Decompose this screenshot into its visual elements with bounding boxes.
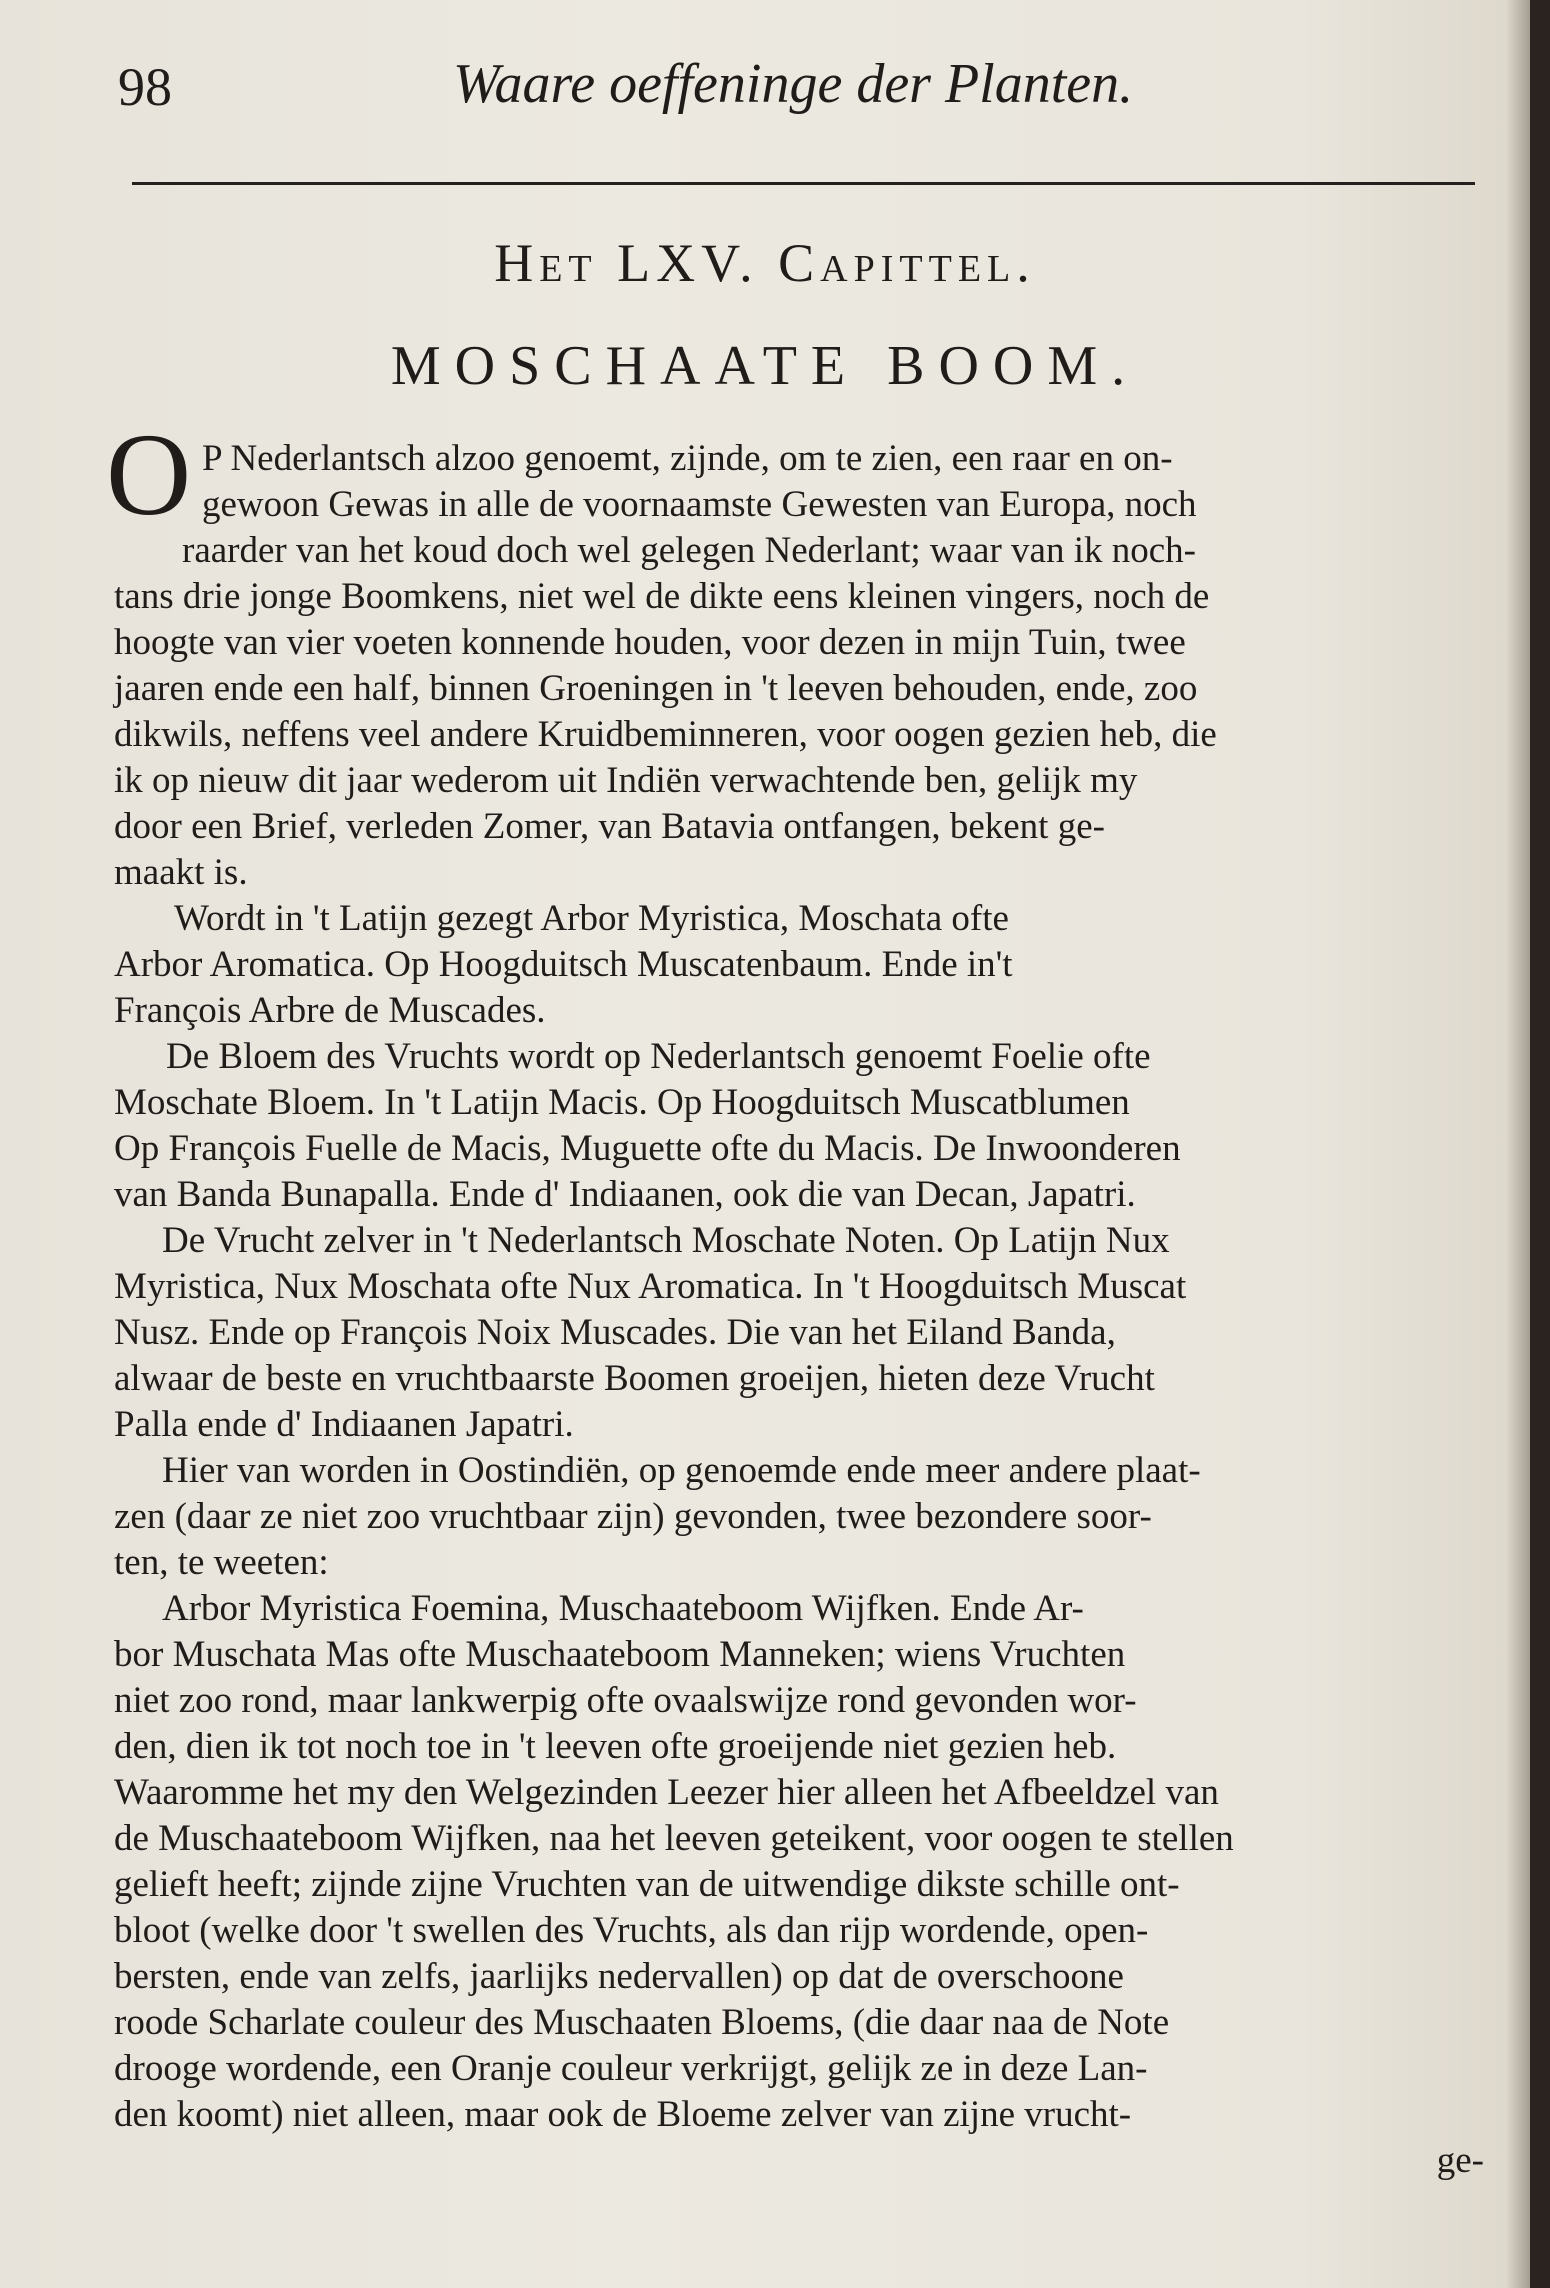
- text-line: roode Scharlate couleur des Muschaaten Bloems, (die daar naa de Note: [114, 2002, 1170, 2043]
- text-line: raarder van het koud doch wel gelegen Nederlant; waar van ik noch-: [182, 530, 1196, 571]
- text-line: gelieft heeft; zijnde zijne Vruchten van de uitwendige dikste schille ont-: [114, 1864, 1180, 1905]
- text-line: hoogte van vier voeten konnende houden, voor dezen in mijn Tuin, twee: [114, 622, 1186, 663]
- header-rule: [132, 182, 1475, 185]
- text-line: Arbor Myristica Foemina, Muschaateboom Wijfken. Ende Ar-: [162, 1588, 1084, 1629]
- text-line: Arbor Aromatica. Op Hoogduitsch Muscatenbaum. Ende in't: [114, 944, 1013, 985]
- text-line: Hier van worden in Oostindiën, op genoemde ende meer andere plaat-: [162, 1450, 1201, 1491]
- page-number: 98: [118, 57, 172, 117]
- text-line: de Muschaateboom Wijfken, naa het leeven geteikent, voor oogen te stellen: [114, 1818, 1234, 1859]
- text-line: niet zoo rond, maar lankwerpig ofte ovaalswijze rond gevonden wor-: [114, 1680, 1137, 1721]
- text-line: bor Muschata Mas ofte Muschaateboom Manneken; wiens Vruchten: [114, 1634, 1126, 1675]
- text-line: Nusz. Ende op François Noix Muscades. Die van het Eiland Banda,: [114, 1312, 1116, 1353]
- text-line: ten, te weeten:: [114, 1542, 329, 1583]
- page-header: [118, 52, 1458, 122]
- text-line: den koomt) niet alleen, maar ook de Bloeme zelver van zijne vrucht-: [114, 2094, 1132, 2135]
- text-line: Waaromme het my den Welgezinden Leezer hier alleen het Afbeeldzel van: [114, 1772, 1219, 1813]
- text-line: Wordt in 't Latijn gezegt Arbor Myristica, Moschata ofte: [174, 898, 1009, 939]
- catchword: ge-: [1436, 2140, 1484, 2181]
- text-line: Op François Fuelle de Macis, Muguette ofte du Macis. De Inwoonderen: [114, 1128, 1181, 1169]
- text-line: De Bloem des Vruchts wordt op Nederlantsch genoemt Foelie ofte: [166, 1036, 1151, 1077]
- text-line: drooge wordende, een Oranje couleur verkrijgt, gelijk ze in deze Lan-: [114, 2048, 1148, 2089]
- chapter-heading: Het LXV. Capittel.: [494, 233, 1036, 293]
- body-text: [114, 436, 1484, 2184]
- drop-cap: O: [106, 409, 192, 540]
- text-line: bloot (welke door 't swellen des Vruchts, als dan rijp wordende, open-: [114, 1910, 1149, 1951]
- text-line: bersten, ende van zelfs, jaarlijks nedervallen) op dat de overschoone: [114, 1956, 1124, 1997]
- running-title: Waare oeffeninge der Planten.: [453, 53, 1134, 115]
- section-title: MOSCHAATE BOOM.: [390, 335, 1140, 397]
- text-line: Moschate Bloem. In 't Latijn Macis. Op Hoogduitsch Muscatblumen: [114, 1082, 1130, 1123]
- text-line: Palla ende d' Indiaanen Japatri.: [114, 1404, 574, 1445]
- text-line: van Banda Bunapalla. Ende d' Indiaanen, ook die van Decan, Japatri.: [114, 1174, 1136, 1215]
- text-line: tans drie jonge Boomkens, niet wel de dikte eens kleinen vingers, noch de: [114, 576, 1210, 617]
- text-line: den, dien ik tot noch toe in 't leeven ofte groeijende niet gezien heb.: [114, 1726, 1117, 1767]
- text-line: alwaar de beste en vruchtbaarste Boomen groeijen, hieten deze Vrucht: [114, 1358, 1155, 1399]
- text-line: P Nederlantsch alzoo genoemt, zijnde, om te zien, een raar en on-: [202, 438, 1173, 479]
- text-line: ik op nieuw dit jaar wederom uit Indiën verwachtende ben, gelijk my: [114, 760, 1138, 801]
- text-line: gewoon Gewas in alle de voornaamste Gewesten van Europa, noch: [202, 484, 1197, 525]
- text-line: François Arbre de Muscades.: [114, 990, 546, 1031]
- text-line: maakt is.: [114, 852, 248, 893]
- text-line: Myristica, Nux Moschata ofte Nux Aromatica. In 't Hoogduitsch Muscat: [114, 1266, 1187, 1307]
- text-line: zen (daar ze niet zoo vruchtbaar zijn) gevonden, twee bezondere soor-: [114, 1496, 1152, 1537]
- text-line: De Vrucht zelver in 't Nederlantsch Moschate Noten. Op Latijn Nux: [162, 1220, 1170, 1261]
- text-line: door een Brief, verleden Zomer, van Batavia ontfangen, bekent ge-: [114, 806, 1105, 847]
- text-line: dikwils, neffens veel andere Kruidbeminneren, voor oogen gezien heb, die: [114, 714, 1217, 755]
- text-line: jaaren ende een half, binnen Groeningen in 't leeven behouden, ende, zoo: [114, 668, 1198, 709]
